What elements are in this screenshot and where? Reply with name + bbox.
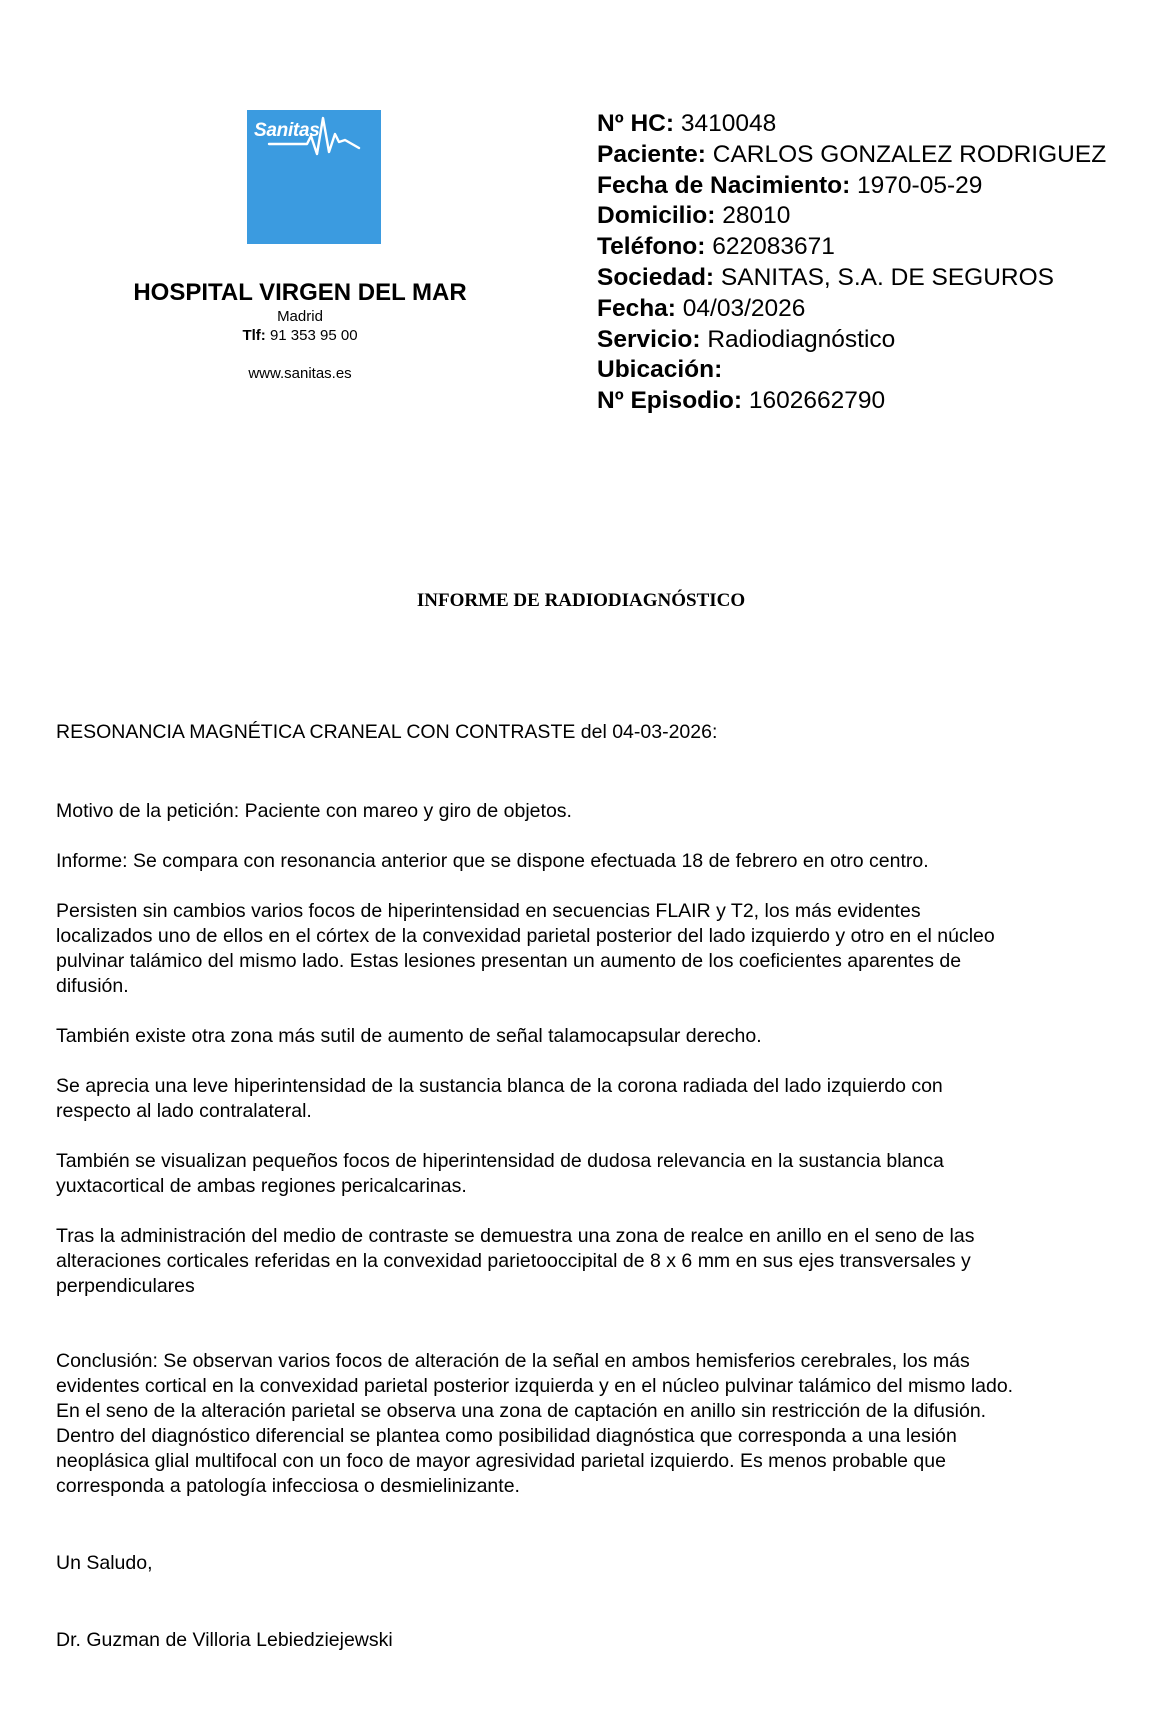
report-finding-3: Se aprecia una leve hiperintensidad de la sustancia blanca de la corona radiada del lado izquierdo con respecto al lado contralateral. bbox=[56, 1075, 943, 1122]
patient-address-row bbox=[597, 201, 1137, 232]
report-finding-2: También existe otra zona más sutil de aumento de señal talamocapsular derecho. bbox=[56, 1025, 762, 1047]
heartbeat-icon bbox=[247, 110, 381, 244]
patient-phone-row bbox=[597, 232, 1137, 263]
patient-episode-label: Nº Episodio: bbox=[597, 387, 743, 415]
hospital-phone-label: Tlf: bbox=[242, 327, 266, 344]
patient-service-value: Radiodiagnóstico bbox=[707, 325, 896, 353]
report-greeting: Un Saludo, bbox=[56, 1552, 153, 1574]
hospital-phone-line bbox=[100, 326, 500, 346]
report-title: INFORME DE RADIODIAGNÓSTICO bbox=[416, 590, 746, 611]
patient-hc-label: Nº HC: bbox=[597, 110, 674, 137]
report-comparison: Informe: Se compara con resonancia anterior que se dispone efectuada 18 de febrero en otro centro. bbox=[56, 850, 929, 872]
report-conclusion: Conclusión: Se observan varios focos de alteración de la señal en ambos hemisferios cerebrales, los más evidentes cortical en la convexidad parietal posterior izquierda y en el núcleo pulvinar talámico del mismo lado. En el seno de la alteración parietal se observa una zona de captación en anillo sin restricción de la difusión. Dentro del diagnóstico diferencial se plantea como posibilidad diagnóstica que corresponda a una lesión neoplásica glial multifocal con un foco de mayor agresividad parietal izquierdo. Es menos probable que corresponda a patología infecciosa o desmielinizante. bbox=[56, 1350, 1014, 1497]
patient-phone-value: 622083671 bbox=[712, 233, 835, 261]
patient-address-label: Domicilio: bbox=[597, 202, 716, 230]
patient-company-label: Sociedad: bbox=[597, 263, 715, 291]
hospital-info bbox=[100, 278, 500, 384]
patient-date-label: Fecha: bbox=[597, 294, 676, 322]
patient-date-row bbox=[597, 294, 1137, 325]
patient-service-label: Servicio: bbox=[597, 325, 701, 353]
patient-name-row bbox=[597, 140, 1137, 171]
report-signature: Dr. Guzman de Villoria Lebiedziejewski bbox=[56, 1629, 393, 1651]
patient-birth-label: Fecha de Nacimiento: bbox=[597, 171, 851, 199]
patient-phone-label: Teléfono: bbox=[597, 233, 706, 261]
hospital-city: Madrid bbox=[277, 308, 323, 325]
patient-company-value: SANITAS, S.A. DE SEGUROS bbox=[720, 263, 1055, 291]
patient-service-row bbox=[597, 325, 1137, 356]
sanitas-logo bbox=[247, 110, 381, 244]
patient-birth-value: 1970-05-29 bbox=[857, 171, 983, 199]
report-reason: Motivo de la petición: Paciente con mareo y giro de objetos. bbox=[56, 800, 572, 822]
hospital-name: HOSPITAL VIRGEN DEL MAR bbox=[133, 279, 467, 306]
hospital-website: www.sanitas.es bbox=[248, 365, 352, 382]
patient-hc-row bbox=[597, 109, 1137, 140]
patient-location-row bbox=[597, 355, 1137, 386]
patient-address-value: 28010 bbox=[722, 202, 791, 230]
hospital-phone: 91 353 95 00 bbox=[269, 327, 358, 344]
report-finding-1: Persisten sin cambios varios focos de hiperintensidad en secuencias FLAIR y T2, los más evidentes localizados uno de ellos en el córtex de la convexidad parietal posterior del lado izquierdo y otro en el núcleo pulvinar talámico del mismo lado. Estas lesiones presentan un aumento de los coeficientes aparentes de difusión. bbox=[56, 900, 995, 997]
report-exam: RESONANCIA MAGNÉTICA CRANEAL CON CONTRASTE del 04-03-2026: bbox=[56, 721, 718, 743]
logo-brand-text: Sanitas bbox=[254, 120, 320, 141]
report-finding-4: También se visualizan pequeños focos de hiperintensidad de dudosa relevancia en la sustancia blanca yuxtacortical de ambas regiones pericalcarinas. bbox=[56, 1150, 944, 1197]
patient-episode-row bbox=[597, 386, 1137, 417]
patient-episode-value: 1602662790 bbox=[748, 387, 886, 415]
patient-hc-value: 3410048 bbox=[680, 110, 777, 137]
patient-company-row bbox=[597, 263, 1137, 294]
patient-birth-row bbox=[597, 171, 1137, 202]
patient-name-label: Paciente: bbox=[597, 140, 706, 168]
patient-location-label: Ubicación: bbox=[597, 356, 723, 384]
patient-info bbox=[597, 109, 1137, 417]
patient-date-value: 04/03/2026 bbox=[682, 294, 806, 322]
report-finding-5: Tras la administración del medio de contraste se demuestra una zona de realce en anillo en el seno de las alteraciones corticales referidas en la convexidad parietooccipital de 8 x 6 mm en sus ejes transversales y perpendiculares bbox=[56, 1225, 975, 1297]
report-body bbox=[56, 720, 1016, 1653]
patient-name-value: CARLOS GONZALEZ RODRIGUEZ bbox=[712, 140, 1107, 168]
